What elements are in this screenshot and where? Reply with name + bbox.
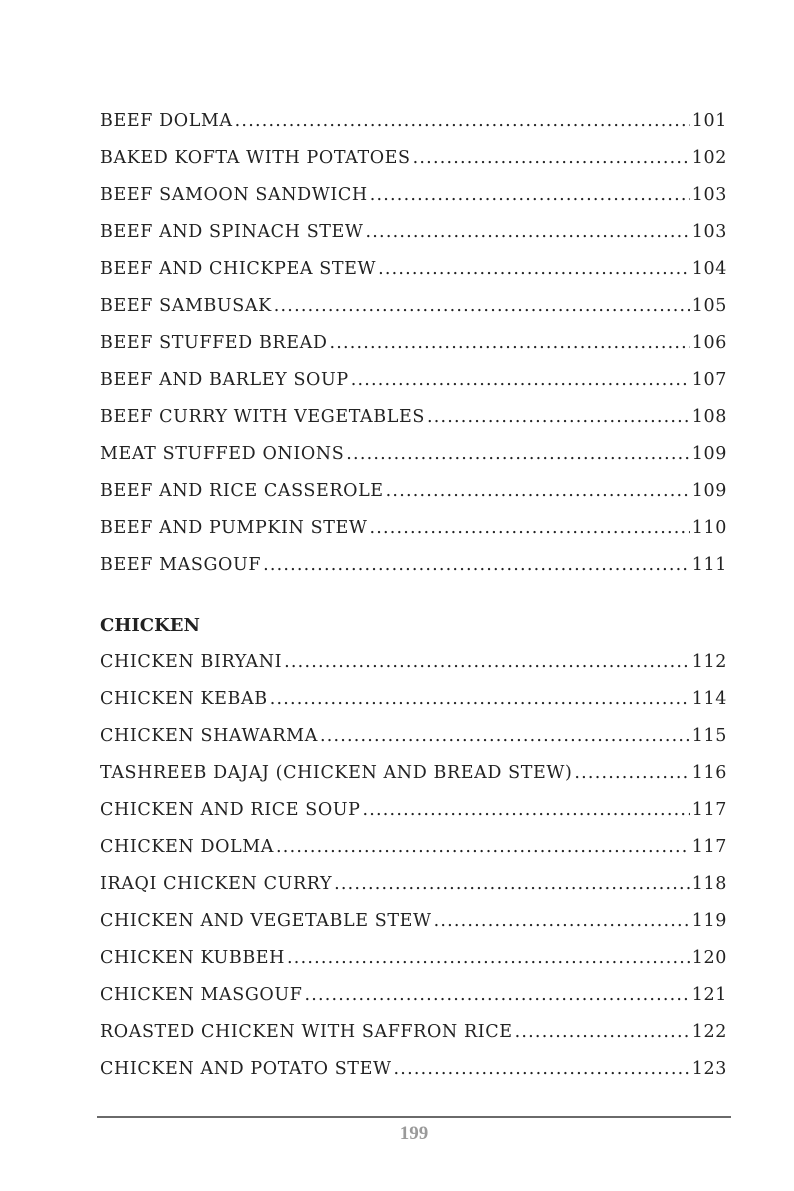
dot-leader <box>378 251 690 288</box>
dot-leader <box>366 214 690 251</box>
entry-page: 122 <box>691 1022 727 1042</box>
toc-entry <box>100 510 727 547</box>
entry-page: 118 <box>691 874 727 894</box>
toc-entry <box>100 436 727 473</box>
toc-entry <box>100 644 727 681</box>
entry-page: 105 <box>691 296 727 316</box>
dot-leader <box>235 103 690 140</box>
dot-leader <box>334 866 690 903</box>
entry-title: BEEF AND SPINACH STEW <box>100 222 364 242</box>
dot-leader <box>263 547 690 584</box>
entry-page: 120 <box>691 948 727 968</box>
entry-page: 123 <box>691 1059 727 1079</box>
dot-leader <box>346 436 690 473</box>
entry-page: 106 <box>691 333 727 353</box>
entry-page: 102 <box>691 148 727 168</box>
toc-entry <box>100 1014 727 1051</box>
entry-title: CHICKEN AND POTATO STEW <box>100 1059 392 1079</box>
entry-title: BEEF AND BARLEY SOUP <box>100 370 349 390</box>
toc-entry <box>100 866 727 903</box>
toc-entry <box>100 903 727 940</box>
dot-leader <box>434 903 690 940</box>
toc-entry <box>100 718 727 755</box>
entry-page: 114 <box>691 689 727 709</box>
entry-title: BEEF CURRY WITH VEGETABLES <box>100 407 425 427</box>
entry-page: 115 <box>691 726 727 746</box>
entry-title: CHICKEN DOLMA <box>100 837 275 857</box>
toc-entry <box>100 792 727 829</box>
entry-page: 108 <box>691 407 727 427</box>
entry-title: BEEF AND PUMPKIN STEW <box>100 518 368 538</box>
dot-leader <box>386 473 690 510</box>
entry-page: 116 <box>691 763 727 783</box>
toc-entry <box>100 140 727 177</box>
toc-section-chicken <box>100 607 727 1088</box>
entry-title: CHICKEN AND VEGETABLE STEW <box>100 911 432 931</box>
dot-leader <box>427 399 690 436</box>
entry-title: CHICKEN BIRYANI <box>100 652 283 672</box>
toc-entry <box>100 1051 727 1088</box>
entry-page: 104 <box>691 259 727 279</box>
toc-entry <box>100 399 727 436</box>
dot-leader <box>370 177 690 214</box>
toc-entry <box>100 940 727 977</box>
entry-page: 117 <box>691 837 727 857</box>
entry-page: 103 <box>691 222 727 242</box>
entry-page: 110 <box>691 518 727 538</box>
dot-leader <box>369 510 689 547</box>
entry-title: BEEF AND CHICKPEA STEW <box>100 259 377 279</box>
entry-title: BEEF DOLMA <box>100 111 233 131</box>
dot-leader <box>329 325 689 362</box>
toc-entry <box>100 251 727 288</box>
entry-page: 112 <box>691 652 727 672</box>
entry-page: 109 <box>691 444 727 464</box>
entry-page: 101 <box>691 111 727 131</box>
entry-page: 117 <box>691 800 727 820</box>
page-number: 199 <box>399 1123 429 1144</box>
entry-title: IRAQI CHICKEN CURRY <box>100 874 333 894</box>
entry-title: BAKED KOFTA WITH POTATOES <box>100 148 411 168</box>
dot-leader <box>287 940 690 977</box>
dot-leader <box>515 1014 690 1051</box>
entry-page: 111 <box>691 555 727 575</box>
entry-page: 107 <box>691 370 727 390</box>
toc-entry <box>100 473 727 510</box>
entry-title: BEEF STUFFED BREAD <box>100 333 328 353</box>
dot-leader <box>574 755 689 792</box>
entry-title: ROASTED CHICKEN WITH SAFFRON RICE <box>100 1022 513 1042</box>
toc-entry <box>100 362 727 399</box>
entry-title: CHICKEN MASGOUF <box>100 985 303 1005</box>
toc-entry <box>100 103 727 140</box>
entry-page: 119 <box>691 911 727 931</box>
entry-page: 103 <box>691 185 727 205</box>
section-heading: CHICKEN <box>100 615 200 636</box>
entry-title: MEAT STUFFED ONIONS <box>100 444 345 464</box>
toc-entry <box>100 755 727 792</box>
entry-title: TASHREEB DAJAJ (CHICKEN AND BREAD STEW) <box>100 763 573 783</box>
entry-title: BEEF AND RICE CASSEROLE <box>100 481 384 501</box>
toc-entry <box>100 977 727 1014</box>
dot-leader <box>320 718 690 755</box>
dot-leader <box>351 362 690 399</box>
toc-entry <box>100 325 727 362</box>
entry-title: BEEF SAMBUSAK <box>100 296 272 316</box>
dot-leader <box>276 829 690 866</box>
entry-title: CHICKEN KEBAB <box>100 689 268 709</box>
entry-title: CHICKEN AND RICE SOUP <box>100 800 361 820</box>
dot-leader <box>304 977 689 1014</box>
toc-entry <box>100 214 727 251</box>
entry-title: BEEF MASGOUF <box>100 555 262 575</box>
entry-page: 121 <box>691 985 727 1005</box>
entry-title: CHICKEN SHAWARMA <box>100 726 318 746</box>
toc-entry <box>100 288 727 325</box>
dot-leader <box>394 1051 690 1088</box>
toc-entry <box>100 829 727 866</box>
dot-leader <box>413 140 690 177</box>
dot-leader <box>284 644 690 681</box>
dot-leader <box>363 792 690 829</box>
entry-title: CHICKEN KUBBEH <box>100 948 286 968</box>
entry-page: 109 <box>691 481 727 501</box>
toc-entry <box>100 177 727 214</box>
toc-entry <box>100 681 727 718</box>
entry-title: BEEF SAMOON SANDWICH <box>100 185 368 205</box>
footer-rule <box>97 1116 731 1118</box>
toc-entry <box>100 547 727 584</box>
dot-leader <box>270 681 690 718</box>
dot-leader <box>274 288 690 325</box>
toc-section-beef <box>100 103 727 584</box>
